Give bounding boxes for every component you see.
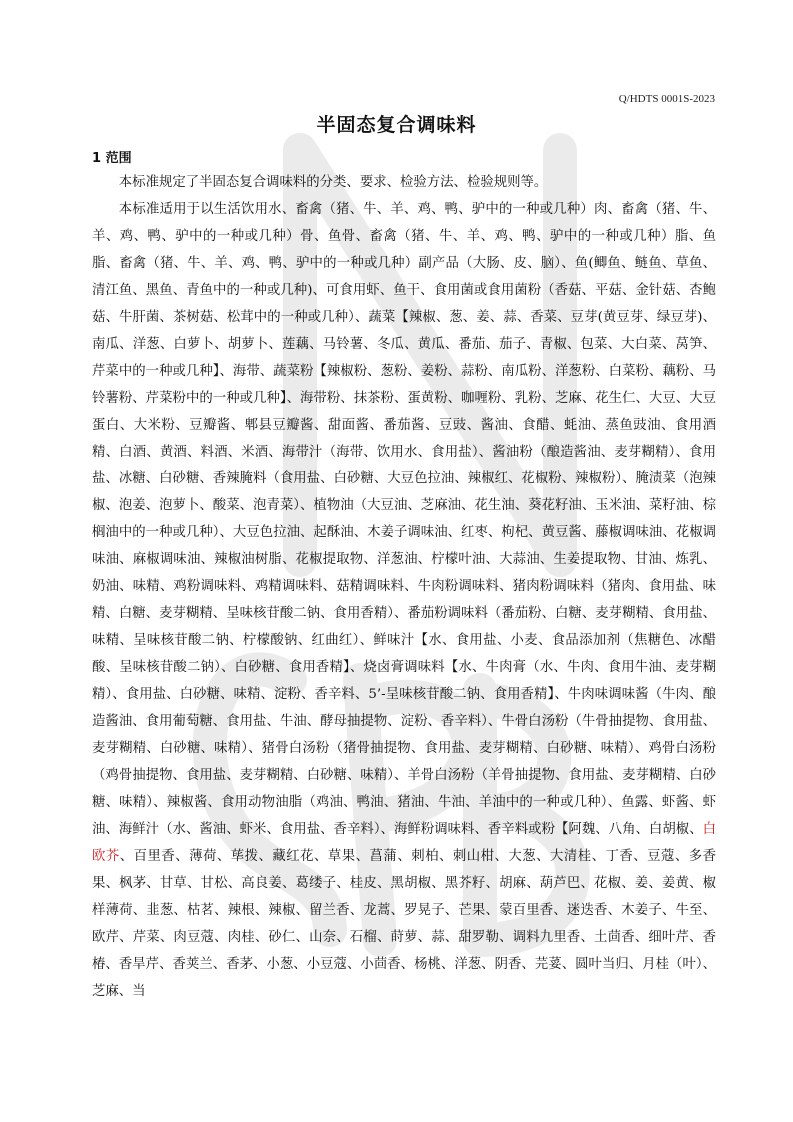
scope-paragraph-1: 本标准规定了半固态复合调味料的分类、要求、检验方法、检验规则等。 xyxy=(118,175,548,190)
scope-paragraph-2 xyxy=(92,197,716,1006)
paragraph-2-part-2: 、百里香、薄荷、荜拨、藏红花、草果、菖蒲、刺柏、刺山柑、大葱、大清桂、丁香、豆蔻、多香果、枫茅、甘草、甘松、高良姜、葛缕子、桂皮、黑胡椒、黑芥籽、胡麻、葫芦巴、花椒、姜、姜黄、椒样薄荷、韭葱、枯茗、辣根、辣椒、留兰香、龙蒿、罗晃子、芒果、蒙百里香、迷迭香、木姜子、牛至、欧芹、芹菜、肉豆蔻、肉桂、砂仁、山奈、石榴、莳萝、蒜、甜罗勒、调料九里香、土茴香、细叶芹、香椿、香旱芹、香荚兰、香茅、小葱、小豆蔻、小茴香、杨桃、洋葱、阴香、芫荽、圆叶当归、月桂（叶）、芝麻、当 xyxy=(92,848,717,999)
document-title: 半固态复合调味料 xyxy=(316,114,477,136)
standard-code: Q/HDTS 0001S-2023 xyxy=(618,93,715,105)
document-body xyxy=(92,170,716,1006)
highlighted-term: 白欧芥 xyxy=(92,821,716,864)
paragraph-2-part-1: 本标准适用于以生活饮用水、畜禽（猪、牛、羊、鸡、鸭、驴中的一种或几种）肉、畜禽（猪、牛、羊、鸡、鸭、驴中的一种或几种）骨、鱼骨、畜禽（猪、牛、羊、鸡、鸭、驴中的一种或几种）脂、鱼脂、畜禽（猪、牛、羊、鸡、鸭、驴中的一种或几种）副产品（大肠、皮、脑）、鱼(鲫鱼、鲢鱼、草鱼、清江鱼、黑鱼、青鱼中的一种或几种)、可食用虾、鱼干、食用菌或食用菌粉（香菇、平菇、金针菇、杏鲍菇、牛肝菌、茶树菇、松茸中的一种或几种）、蔬菜【辣椒、葱、姜、蒜、香菜、豆芽(黄豆芽、绿豆芽)、南瓜、洋葱、白萝卜、胡萝卜、莲藕、马铃薯、冬瓜、黄瓜、番茄、茄子、青椒、包菜、大白菜、莴笋、芹菜中的一种或几种】、海带、蔬菜粉【辣椒粉、葱粉、姜粉、蒜粉、南瓜粉、洋葱粉、白菜粉、藕粉、马铃薯粉、芹菜粉中的一种或几种】、海带粉、抹茶粉、蛋黄粉、咖喱粉、乳粉、芝麻、花生仁、大豆、大豆蛋白、大米粉、豆瓣酱、郫县豆瓣酱、甜面酱、番茄酱、豆豉、酱油、食醋、蚝油、蒸鱼豉油、食用酒精、白酒、黄酒、料酒、米酒、海带汁（海带、饮用水、食用盐）、酱油粉（酿造酱油、麦芽糊精）、食用盐、冰糖、白砂糖、香辣腌料（食用盐、白砂糖、大豆色拉油、辣椒红、花椒粉、辣椒粉）、腌渍菜（泡辣椒、泡姜、泡萝卜、酸菜、泡青菜）、植物油（大豆油、芝麻油、花生油、葵花籽油、玉米油、菜籽油、棕榈油中的一种或几种）、大豆色拉油、起酥油、木姜子调味油、红枣、枸杞、黄豆酱、藤椒调味油、花椒调味油、麻椒调味油、辣椒油树脂、花椒提取物、洋葱油、柠檬叶油、大蒜油、生姜提取物、甘油、炼乳、奶油、味精、鸡粉调味料、鸡精调味料、菇精调味料、牛肉粉调味料、猪肉粉调味料（猪肉、食用盐、味精、白糖、麦芽糊精、呈味核苷酸二钠、食用香精）、番茄粉调味料（番茄粉、白糖、麦芽糊精、食用盐、味精、呈味核苷酸二钠、柠檬酸钠、红曲红）、鲜味汁【水、食用盐、小麦、食品添加剂（焦糖色、冰醋酸、呈味核苷酸二钠）、白砂糖、食用香精】、烧卤膏调味料【水、牛肉膏（水、牛肉、食用牛油、麦芽糊精）、食用盐、白砂糖、味精、淀粉、香辛料、5’-呈味核苷酸二钠、食用香精】、牛肉味调味酱（牛肉、酿造酱油、食用葡萄糖、食用盐、牛油、酵母抽提物、淀粉、香辛料）、牛骨白汤粉（牛骨抽提物、食用盐、麦芽糊精、白砂糖、味精）、猪骨白汤粉（猪骨抽提物、食用盐、麦芽糊精、白砂糖、味精）、鸡骨白汤粉（鸡骨抽提物、食用盐、麦芽糊精、白砂糖、味精）、羊骨白汤粉（羊骨抽提物、食用盐、麦芽糊精、白砂糖、味精）、辣椒酱、食用动物油脂（鸡油、鸭油、猪油、牛油、羊油中的一种或几种）、鱼露、虾酱、虾油、海鲜汁（水、酱油、虾米、食用盐、香辛料）、海鲜粉调味料、香辛料或粉【阿魏、八角、白胡椒、 xyxy=(92,201,716,837)
section-heading-scope: 1 范围 xyxy=(92,151,132,166)
